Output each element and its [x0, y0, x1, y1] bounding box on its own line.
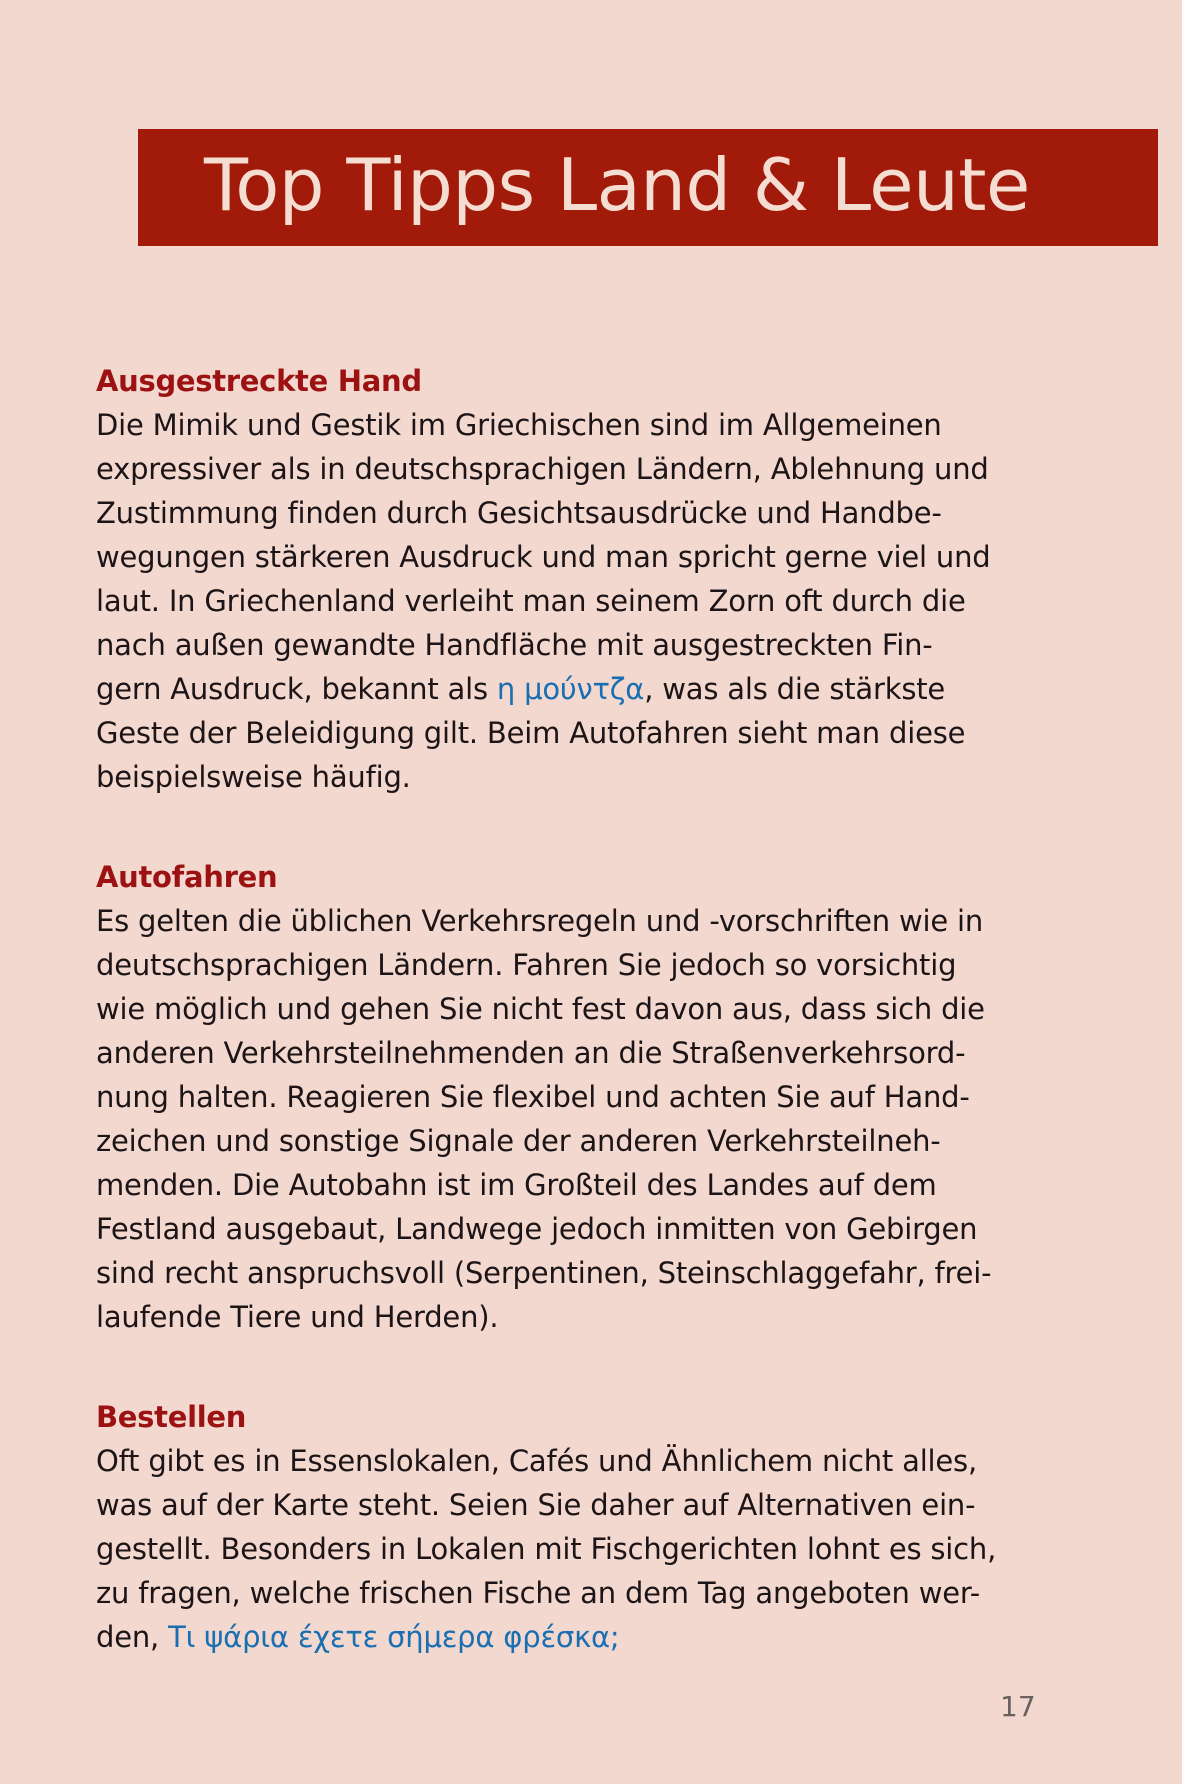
body-line: wegungen stärkeren Ausdruck und man spricht gerne viel und — [96, 540, 991, 574]
section-ausgestreckte-hand — [96, 359, 1096, 799]
body-line: zeichen und sonstige Signale der anderen Verkehrsteilneh- — [96, 1124, 941, 1158]
body-line: anderen Verkehrsteilnehmenden an die Straßenverkehrsord- — [96, 1036, 966, 1070]
body-line: gestellt. Besonders in Lokalen mit Fischgerichten lohnt es sich, — [96, 1532, 997, 1566]
body-line: beispielsweise häufig. — [96, 760, 411, 794]
body-line: Oft gibt es in Essenslokalen, Cafés und Ähnlichem nicht alles, — [96, 1444, 977, 1478]
body-line: sind recht anspruchsvoll (Serpentinen, Steinschlaggefahr, frei- — [96, 1256, 992, 1290]
body-line: was auf der Karte steht. Seien Sie daher auf Alternativen ein- — [96, 1488, 976, 1522]
section-autofahren — [96, 855, 1096, 1339]
body-text: den, — [96, 1620, 169, 1654]
body-line: wie möglich und gehen Sie nicht fest davon aus, dass sich die — [96, 992, 985, 1026]
greek-phrase: η μούντζα — [496, 672, 645, 706]
section-heading: Ausgestreckte Hand — [96, 364, 422, 398]
body-line: laufende Tiere und Herden). — [96, 1300, 499, 1334]
body-text: gern Ausdruck, bekannt als — [96, 672, 497, 706]
body-text: , was als die stärkste — [644, 672, 946, 706]
body-line: nung halten. Reagieren Sie flexibel und achten Sie auf Hand- — [96, 1080, 970, 1114]
body-line: nach außen gewandte Handfläche mit ausgestreckten Fin- — [96, 628, 933, 662]
body-line: laut. In Griechenland verleiht man seinem Zorn oft durch die — [96, 584, 966, 618]
body-line: zu fragen, welche frischen Fische an dem Tag angeboten wer- — [96, 1576, 981, 1610]
body-line: menden. Die Autobahn ist im Großteil des Landes auf dem — [96, 1168, 937, 1202]
body-line: Die Mimik und Gestik im Griechischen sind im Allgemeinen — [96, 408, 942, 442]
body-line — [96, 667, 1096, 711]
section-bestellen — [96, 1395, 1096, 1659]
section-heading: Bestellen — [96, 1400, 247, 1434]
section-heading: Autofahren — [96, 860, 278, 894]
body-line: Es gelten die üblichen Verkehrsregeln und -vorschriften wie in — [96, 904, 984, 938]
body-line: deutschsprachigen Ländern. Fahren Sie jedoch so vorsichtig — [96, 948, 957, 982]
title-banner — [138, 129, 1158, 246]
body-line: Zustimmung finden durch Gesichtsausdrücke und Handbe- — [96, 496, 942, 530]
body-line: Festland ausgebaut, Landwege jedoch inmitten von Gebirgen — [96, 1212, 978, 1246]
page-title: Top Tipps Land & Leute — [204, 143, 1030, 227]
page-number: 17 — [1000, 1690, 1036, 1723]
body-line: expressiver als in deutschsprachigen Ländern, Ablehnung und — [96, 452, 989, 486]
body-line — [96, 1615, 1096, 1659]
greek-phrase: Τι ψάρια έχετε σήμερα φρέσκα; — [168, 1620, 620, 1654]
body-line: Geste der Beleidigung gilt. Beim Autofahren sieht man diese — [96, 716, 966, 750]
